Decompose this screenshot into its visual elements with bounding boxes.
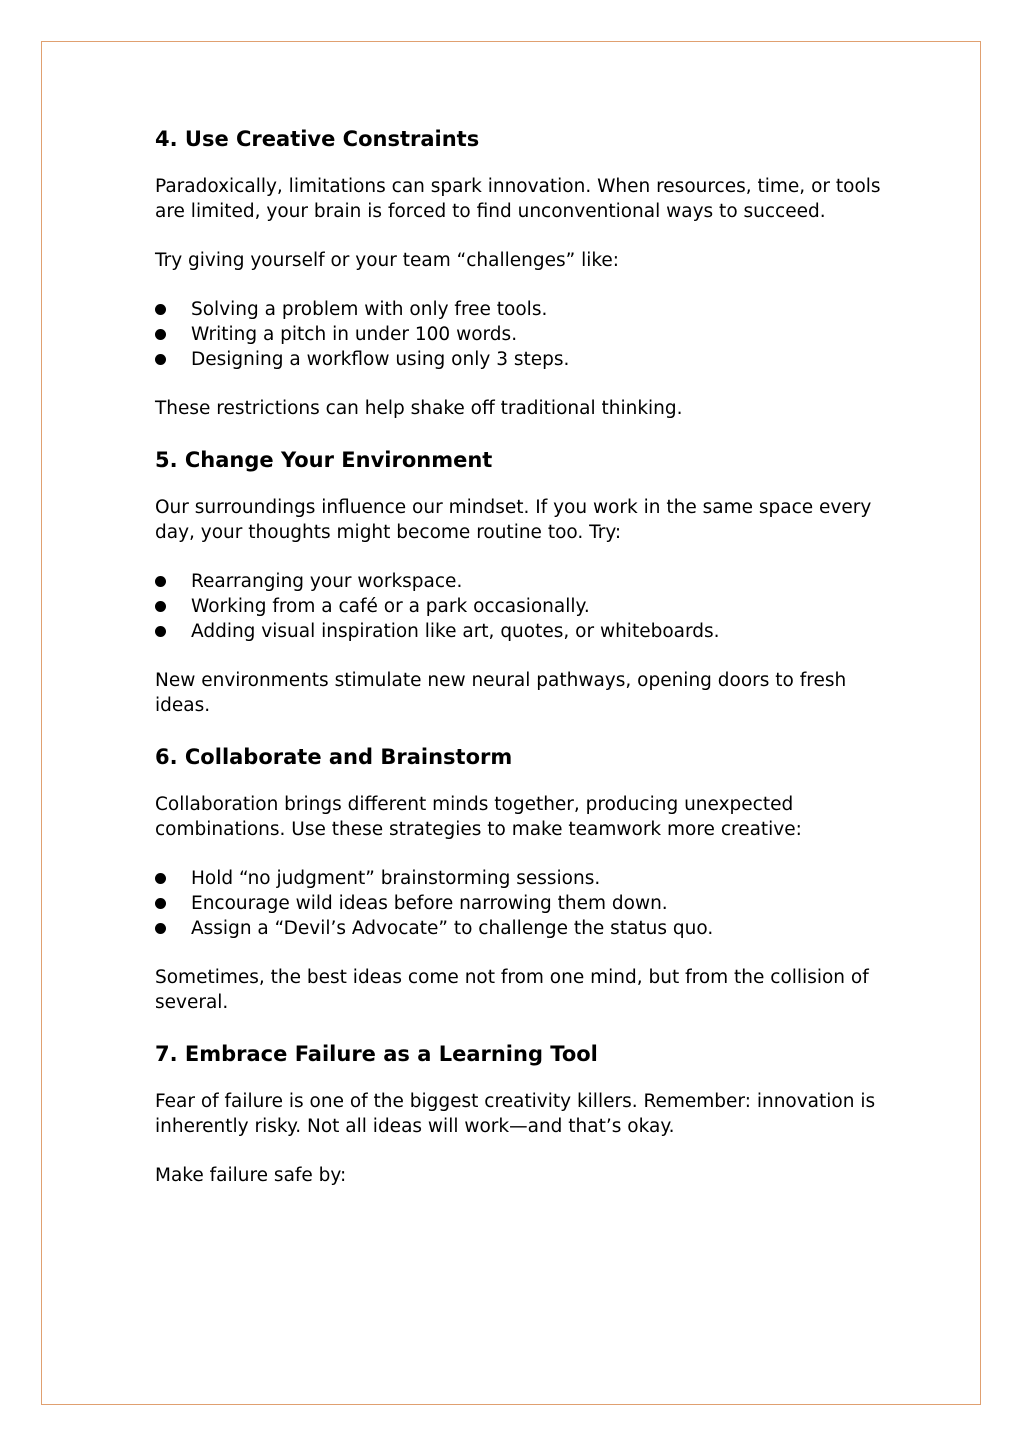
bullet-icon <box>155 576 166 587</box>
list-item <box>155 891 885 916</box>
paragraph: Paradoxically, limitations can spark innovation. When resources, time, or tools are limited, your brain is forced to find unconventional ways to succeed. <box>155 176 881 222</box>
section-collaborate-brainstorm <box>155 742 885 1015</box>
list-item-text: Working from a café or a park occasionally. <box>191 596 590 617</box>
list-item-text: Hold “no judgment” brainstorming sessions. <box>191 868 601 889</box>
paragraph: Our surroundings influence our mindset. If you work in the same space every day, your thoughts might become routine too. Try: <box>155 497 872 543</box>
section-change-environment <box>155 445 885 718</box>
section-heading: 7. Embrace Failure as a Learning Tool <box>155 1042 598 1066</box>
list-item-text: Adding visual inspiration like art, quotes, or whiteboards. <box>191 621 720 642</box>
list-item <box>155 916 885 941</box>
bullet-icon <box>155 626 166 637</box>
list-item-text: Solving a problem with only free tools. <box>191 299 548 320</box>
paragraph: Try giving yourself or your team “challenges” like: <box>155 250 620 271</box>
list-item-text: Encourage wild ideas before narrowing them down. <box>191 893 668 914</box>
list-item <box>155 347 885 372</box>
paragraph: Collaboration brings different minds together, producing unexpected combinations. Use these strategies to make teamwork more creative: <box>155 794 802 840</box>
list-item-text: Assign a “Devil’s Advocate” to challenge the status quo. <box>191 918 714 939</box>
paragraph: New environments stimulate new neural pathways, opening doors to fresh ideas. <box>155 670 847 716</box>
bullet-icon <box>155 601 166 612</box>
list-item <box>155 322 885 347</box>
section-embrace-failure <box>155 1039 885 1188</box>
list-item <box>155 297 885 322</box>
section-creative-constraints <box>155 124 885 421</box>
paragraph: Fear of failure is one of the biggest creativity killers. Remember: innovation is inherently risky. Not all ideas will work—and that’s okay. <box>155 1091 876 1137</box>
bullet-icon <box>155 329 166 340</box>
list-item-text: Designing a workflow using only 3 steps. <box>191 349 570 370</box>
list-item <box>155 569 885 594</box>
bullet-icon <box>155 354 166 365</box>
list-item <box>155 866 885 891</box>
section-heading: 6. Collaborate and Brainstorm <box>155 745 513 769</box>
bullet-list <box>155 297 885 372</box>
list-item-text: Writing a pitch in under 100 words. <box>191 324 518 345</box>
list-item <box>155 619 885 644</box>
paragraph: Sometimes, the best ideas come not from one mind, but from the collision of several. <box>155 967 869 1013</box>
list-item <box>155 594 885 619</box>
bullet-icon <box>155 898 166 909</box>
section-heading: 4. Use Creative Constraints <box>155 127 480 151</box>
bullet-list <box>155 866 885 941</box>
paragraph: Make failure safe by: <box>155 1165 347 1186</box>
section-heading: 5. Change Your Environment <box>155 448 493 472</box>
list-item-text: Rearranging your workspace. <box>191 571 463 592</box>
bullet-icon <box>155 923 166 934</box>
bullet-icon <box>155 873 166 884</box>
paragraph: These restrictions can help shake off traditional thinking. <box>155 398 683 419</box>
bullet-icon <box>155 304 166 315</box>
bullet-list <box>155 569 885 644</box>
document-body <box>155 124 885 1212</box>
